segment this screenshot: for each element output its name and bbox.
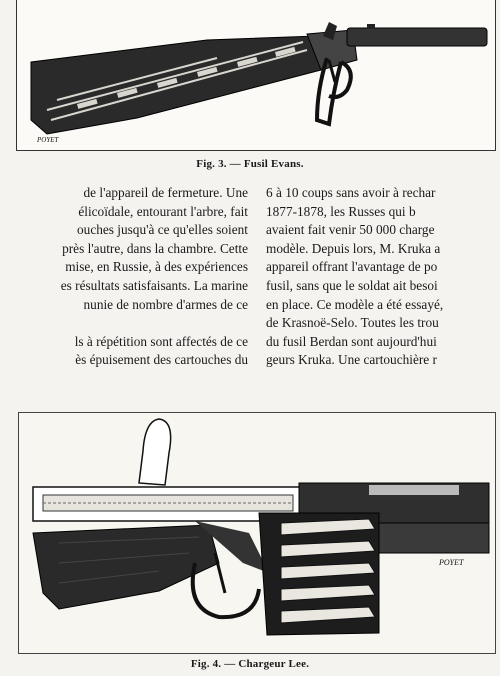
- text-line: mise, en Russie, à des expériences: [65, 259, 248, 275]
- text-line: de l'appareil de fermeture. Une: [83, 185, 248, 200]
- figure-evans-rifle: [16, 0, 496, 151]
- figure-4-caption: Fig. 4. — Chargeur Lee.: [190, 658, 310, 670]
- text-line: 6 à 10 coups sans avoir à rechar: [266, 185, 436, 200]
- rifle-barrel: [347, 28, 487, 46]
- text-line: ouches jusqu'à ce qu'elles soient: [77, 222, 248, 238]
- text-column-right: [266, 184, 500, 370]
- text-line: de Krasnoë-Selo. Toutes les trou: [266, 315, 439, 331]
- text-line: nunie de nombre d'armes de ce: [83, 296, 248, 312]
- text-line: fusil, sans que le soldat ait besoi: [266, 277, 438, 293]
- text-line: en place. Ce modèle a été essayé,: [266, 296, 444, 312]
- lee-magazine-illustration: [19, 413, 495, 653]
- text-line: ls à répétition sont affectés de ce: [74, 333, 248, 349]
- text-line: du fusil Berdan sont aujourd'hui: [266, 333, 437, 349]
- text-column-left: [0, 184, 248, 370]
- engraver-signature: POYET: [37, 136, 59, 144]
- text-line: près l'autre, dans la chambre. Cette: [62, 240, 248, 256]
- text-line: es résultats satisfaisants. La marine: [60, 277, 248, 293]
- text-line: élicoïdale, entourant l'arbre, fait: [78, 203, 248, 219]
- evans-rifle-illustration: [17, 0, 495, 150]
- text-line: avaient fait venir 50 000 charge: [266, 222, 435, 238]
- figure-lee-magazine: [18, 412, 496, 654]
- text-line: 1877-1878, les Russes qui b: [266, 203, 416, 219]
- text-line: modèle. Depuis lors, M. Kruka a: [266, 240, 441, 256]
- engraver-signature: POYET: [439, 558, 464, 567]
- text-line: ès épuisement des cartouches du: [75, 352, 248, 368]
- text-line: appareil offrant l'avantage de po: [266, 259, 438, 275]
- text-line: geurs Kruka. Une cartouchière r: [266, 352, 437, 368]
- rifle-lever: [317, 58, 351, 124]
- figure-3-caption: Fig. 3. — Fusil Evans.: [196, 158, 304, 170]
